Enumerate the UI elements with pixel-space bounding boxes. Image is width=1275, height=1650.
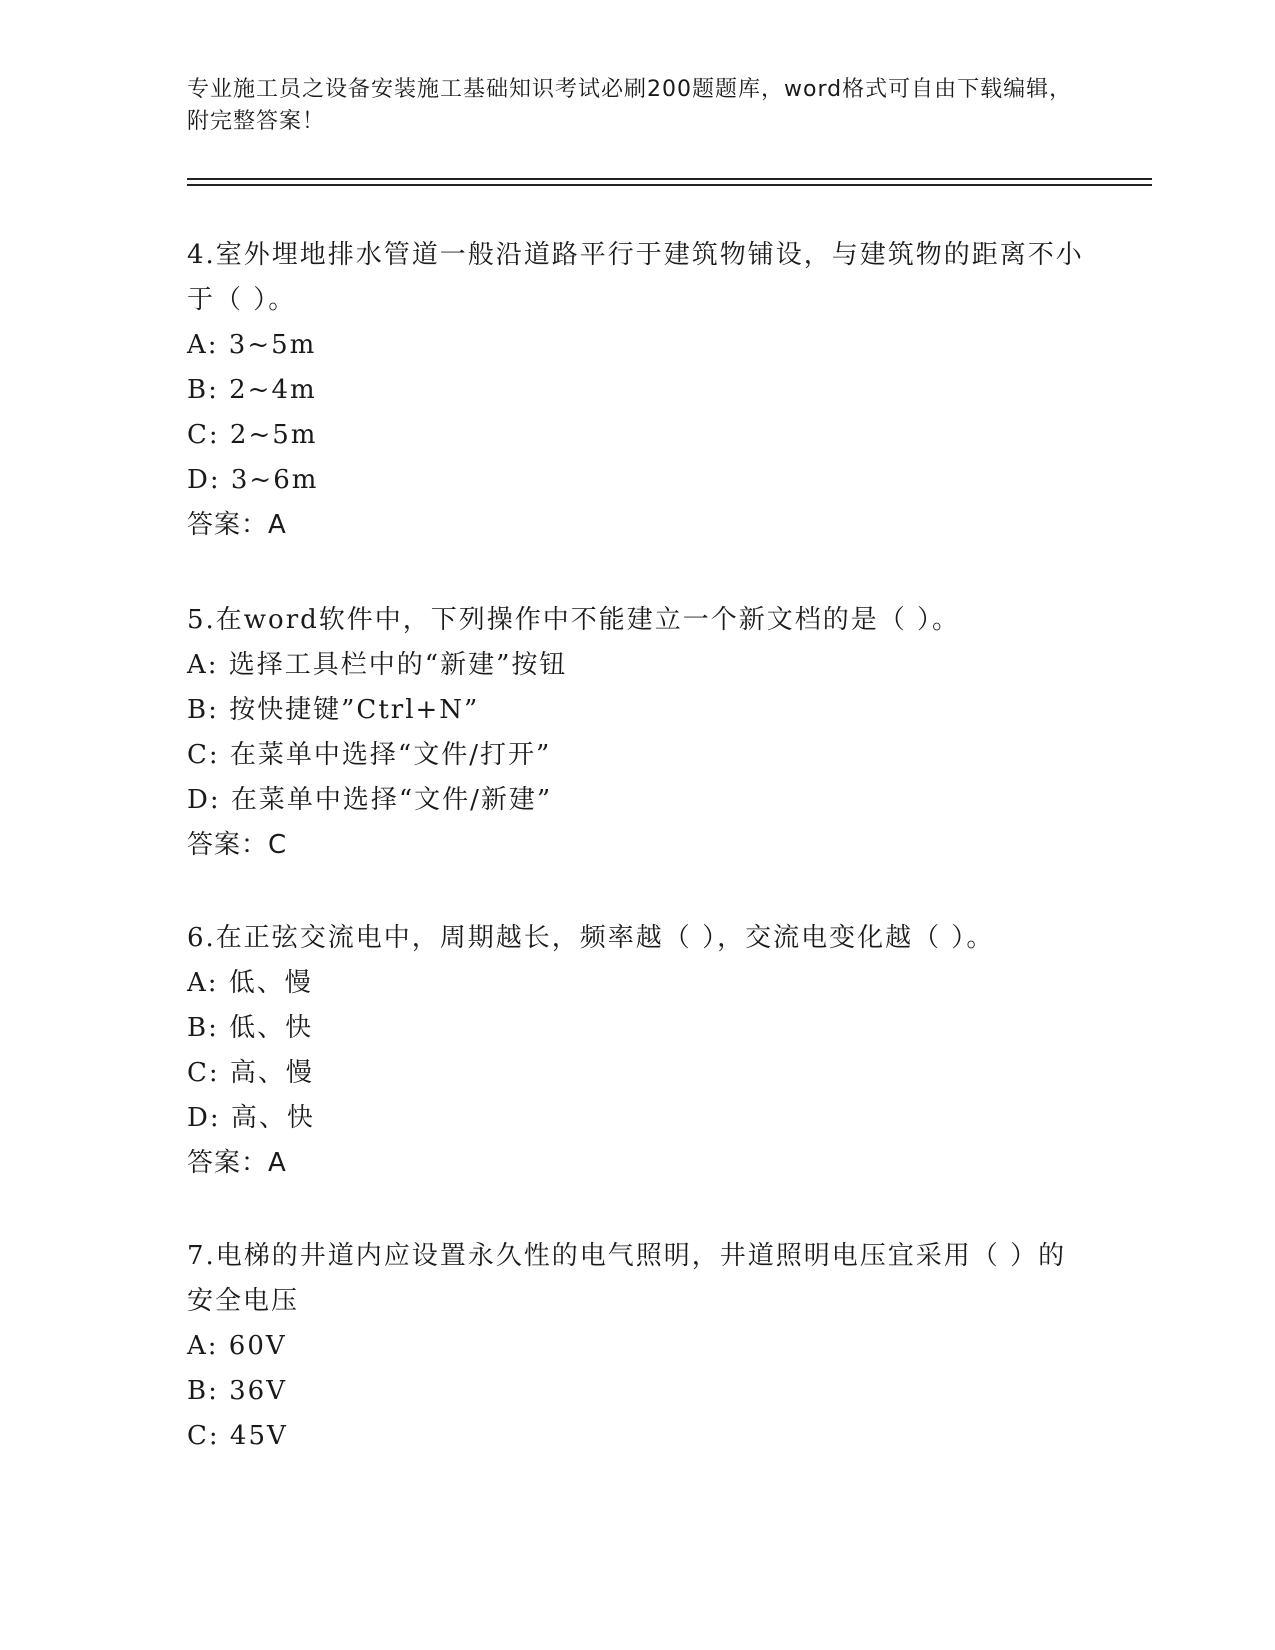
- option-a: A: 低、慢: [187, 968, 313, 998]
- question-stem: 5.在word软件中，下列操作中不能建立一个新文档的是（ ）。: [187, 605, 961, 635]
- option-d: D: 在菜单中选择“文件/新建”: [187, 785, 553, 815]
- option-b: B: 按快捷键”Ctrl+N”: [187, 695, 480, 725]
- question-stem: 7.电梯的井道内应设置永久性的电气照明，井道照明电压宜采用（ ）的安全电压: [187, 1241, 1067, 1316]
- question-6: [187, 916, 1087, 1186]
- option-c: C: 在菜单中选择“文件/打开”: [187, 740, 552, 770]
- document-header: 专业施工员之设备安装施工基础知识考试必刷200题题库，word格式可自由下载编辑，附完整答案！: [187, 77, 1073, 134]
- option-d: D: 高、快: [187, 1103, 315, 1133]
- option-a: A: 选择工具栏中的“新建”按钮: [187, 650, 568, 680]
- answer: 答案：C: [187, 830, 288, 860]
- option-a: A: 3~5m: [187, 330, 317, 360]
- option-d: D: 3~6m: [187, 465, 319, 495]
- option-b: B: 低、快: [187, 1013, 314, 1043]
- answer: 答案：A: [187, 510, 287, 540]
- option-b: B: 2~4m: [187, 375, 317, 405]
- option-c: C: 45V: [187, 1421, 288, 1451]
- question-stem: 4.室外埋地排水管道一般沿道路平行于建筑物铺设，与建筑物的距离不小于（ ）。: [187, 240, 1084, 315]
- question-5: [187, 598, 1087, 868]
- question-stem: 6.在正弦交流电中，周期越长，频率越（ ），交流电变化越（ ）。: [187, 923, 995, 953]
- question-4: [187, 233, 1087, 548]
- answer: 答案：A: [187, 1148, 287, 1178]
- question-7: [187, 1234, 1087, 1459]
- option-b: B: 36V: [187, 1376, 287, 1406]
- header-divider-bottom: [187, 184, 1152, 186]
- header-divider-top: [187, 178, 1152, 180]
- option-c: C: 高、慢: [187, 1058, 314, 1088]
- option-a: A: 60V: [187, 1331, 287, 1361]
- option-c: C: 2~5m: [187, 420, 318, 450]
